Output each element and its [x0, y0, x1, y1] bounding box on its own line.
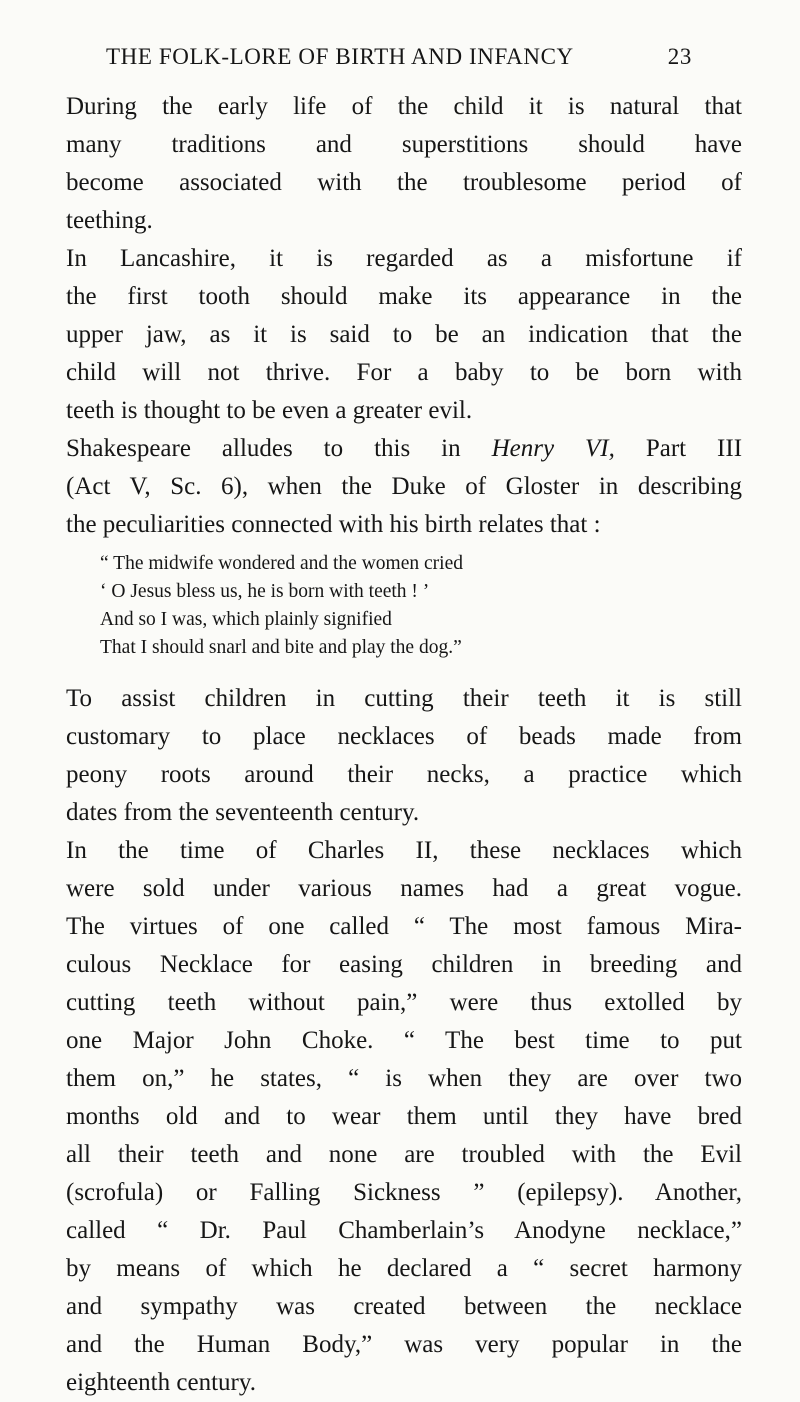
verse-line: “ The midwife wondered and the women cried	[100, 553, 463, 574]
text-line: teeth is thought to be even a greater evil.	[66, 397, 473, 424]
text-line: the peculiarities connected with his birth relates that :	[66, 511, 601, 538]
text-line: customary to place necklaces of beads made from	[66, 723, 742, 750]
text-line: peony roots around their necks, a practice which	[66, 761, 742, 788]
text-line: culous Necklace for easing children in breeding and	[66, 951, 742, 978]
text-line: To assist children in cutting their teeth it is still	[66, 685, 742, 712]
text-line: one Major John Choke. “ The best time to put	[66, 1027, 742, 1054]
paragraph-lancashire	[66, 240, 742, 430]
text-line: and sympathy was created between the necklace	[66, 1293, 742, 1320]
text-line: the first tooth should make its appearance in the	[66, 283, 742, 310]
verse-line: ‘ O Jesus bless us, he is born with teeth ! ’	[100, 581, 430, 602]
text-line: (scrofula) or Falling Sickness ” (epilepsy). Another,	[66, 1179, 742, 1206]
running-title: THE FOLK-LORE OF BIRTH AND INFANCY	[106, 44, 574, 69]
text-line: become associated with the troublesome period of	[66, 169, 742, 196]
play-title: Henry VI,	[491, 435, 615, 462]
verse-quotation	[66, 550, 742, 662]
text-line: by means of which he declared a “ secret harmony	[66, 1255, 742, 1282]
text-line: were sold under various names had a great vogue.	[66, 875, 742, 902]
text-line: all their teeth and none are troubled with the Evil	[66, 1141, 742, 1168]
text-line: In the time of Charles II, these necklaces which	[66, 837, 742, 864]
text-line: them on,” he states, “ is when they are over two	[66, 1065, 742, 1092]
text-line: dates from the seventeenth century.	[66, 799, 420, 826]
paragraph-charles	[66, 832, 742, 1402]
text-line: (Act V, Sc. 6), when the Duke of Gloster in describing	[66, 473, 742, 500]
paragraph-peony	[66, 680, 742, 832]
text-line: months old and to wear them until they have bred	[66, 1103, 742, 1130]
body-text	[66, 88, 742, 1402]
text-line: and the Human Body,” was very popular in the	[66, 1331, 742, 1358]
text-line: teething.	[66, 207, 153, 234]
text-line: called “ Dr. Paul Chamberlain’s Anodyne necklace,”	[66, 1217, 742, 1244]
text-line: upper jaw, as it is said to be an indication that the	[66, 321, 742, 348]
text-line: The virtues of one called “ The most famous Mira-	[66, 913, 742, 940]
text-line	[66, 430, 742, 468]
verse-line: That I should snarl and bite and play the dog.”	[100, 637, 462, 658]
text-line: child will not thrive. For a baby to be born with	[66, 359, 742, 386]
text-line: During the early life of the child it is natural that	[66, 93, 742, 120]
text-segment: Shakespeare alludes to this in	[66, 435, 461, 462]
text-line: cutting teeth without pain,” were thus extolled by	[66, 989, 742, 1016]
text-line: eighteenth century.	[66, 1369, 256, 1396]
verse-line: And so I was, which plainly signified	[100, 609, 392, 630]
text-line: In Lancashire, it is regarded as a misfortune if	[66, 245, 742, 272]
page-number: 23	[667, 44, 692, 69]
paragraph-shakespeare	[66, 430, 742, 544]
paragraph-teething	[66, 88, 742, 240]
text-line: many traditions and superstitions should have	[66, 131, 742, 158]
text-segment: Part III	[645, 435, 743, 462]
